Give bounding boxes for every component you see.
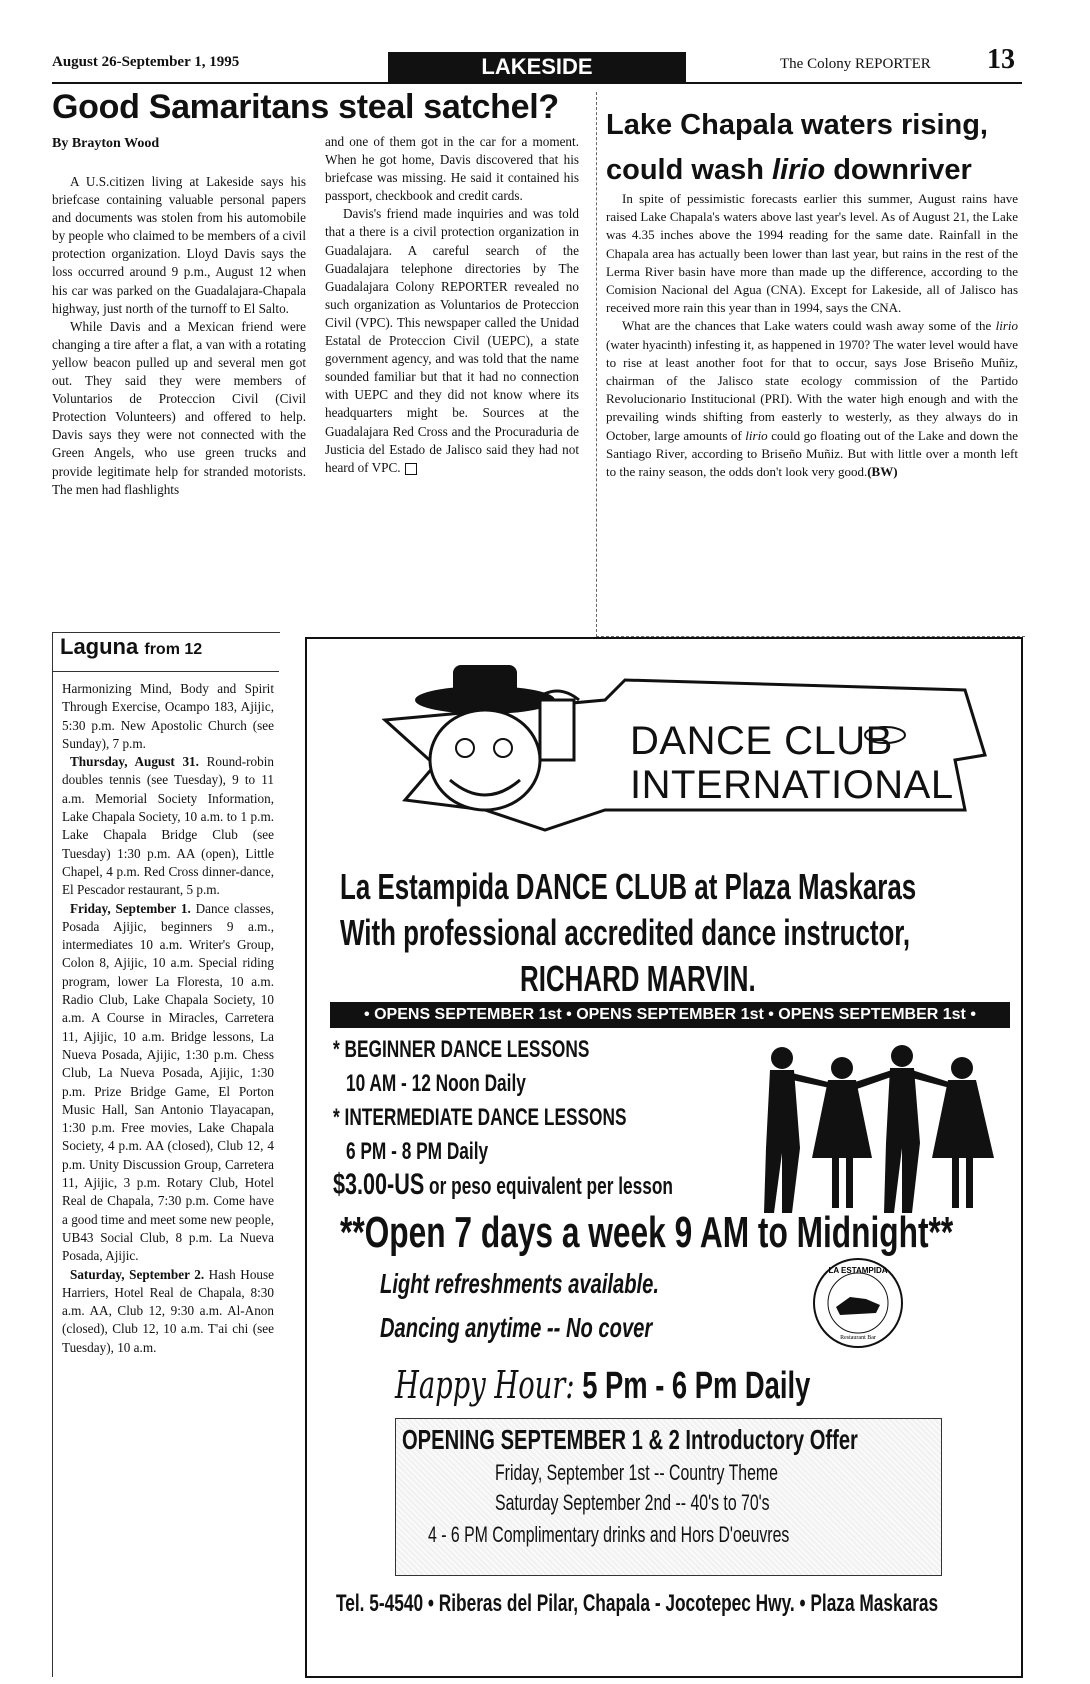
laguna-continued: from 12 xyxy=(144,641,203,658)
logo-top-text: LA ESTAMPIDA xyxy=(828,1266,888,1275)
ad-headline-2: With professional accredited dance instructor, xyxy=(340,912,911,953)
article-column-1 xyxy=(52,173,306,499)
friday-theme: Friday, September 1st -- Country Theme xyxy=(495,1460,778,1485)
price-text: or peso equivalent per lesson xyxy=(424,1173,673,1200)
paper-name: The Colony REPORTER xyxy=(780,56,931,72)
dancing-no-cover: Dancing anytime -- No cover xyxy=(380,1312,653,1343)
article-headline: Good Samaritans steal satchel? xyxy=(52,88,559,126)
dance-club-logo xyxy=(630,719,954,807)
article-paragraph xyxy=(325,205,579,476)
article-column-2 xyxy=(325,133,579,477)
sidebar-headline xyxy=(606,103,1026,193)
dance-club-line1: DANCE CLUB xyxy=(630,719,893,763)
laguna-title-text: Laguna xyxy=(60,634,139,659)
laguna-paragraph xyxy=(62,1266,274,1357)
opening-offer-title: OPENING SEPTEMBER 1 & 2 Introductory Offer xyxy=(402,1424,858,1455)
page-number: 13 xyxy=(987,44,1015,75)
laguna-paragraph: Harmonizing Mind, Body and Spirit Through Exercise, Ocampo 183, Ajijic, 5:30 p.m. New Apostolic Church (see Sunday), 7 p.m. xyxy=(62,681,274,751)
article-paragraph: and one of them got in the car for a moment. When he got home, Davis discovered that his briefcase was missing. He said it contained his passport, checkbook and credit cards. xyxy=(325,134,579,204)
sidebar-paragraph xyxy=(606,317,1018,481)
contact-line: Tel. 5-4540 • Riberas del Pilar, Chapala - Jocotepec Hwy. • Plaza Maskaras xyxy=(336,1590,939,1617)
laguna-body xyxy=(62,680,274,1357)
laguna-rule xyxy=(52,671,279,672)
sidebar-text: could go floating out of the Lake and down the Santiago River, according to Briseño Muñiz. But with little over a month left to the rainy season, the odds don't look very good. xyxy=(606,427,1018,480)
happy-hour xyxy=(395,1363,810,1408)
sidebar-italic: lirio xyxy=(745,427,768,443)
article-byline: By Brayton Wood xyxy=(52,136,160,151)
intermediate-lessons: * INTERMEDIATE DANCE LESSONS xyxy=(333,1104,627,1131)
beginner-time: 10 AM - 12 Noon Daily xyxy=(346,1070,526,1097)
sidebar-italic: lirio xyxy=(995,318,1018,334)
laguna-paragraph xyxy=(62,900,274,1266)
section-banner: LAKESIDE xyxy=(388,52,686,82)
article-paragraph: A U.S.citizen living at Lakeside says his briefcase containing valuable personal papers and documents was stolen from his automobile by people who claimed to be members of a civil protection organization. Lloyd Davis says the loss occurred around 9 p.m., August 12 when his car was parked on the Guadalajara-Chapala highway, just north of the turnoff to El Salto. xyxy=(52,174,306,316)
opening-banner: • OPENS SEPTEMBER 1st • OPENS SEPTEMBER 1st • OPENS SEPTEMBER 1st • xyxy=(330,1002,1010,1028)
headline-text: could wash xyxy=(606,154,772,186)
la-estampida-logo-icon xyxy=(810,1255,906,1351)
article-paragraph: While Davis and a Mexican friend were changing a tire after a flat, a van with a rotating yellow beacon pulled up and several men got out. They said they were members of Voluntarios de Proteccion Civil (Civil Protection Volunteers) and offered to help. Davis says they were not connected with the Green Angels, who use green trucks and provide legitimate help for stranded motorists. The men had flashlights xyxy=(52,318,306,497)
header-rule xyxy=(52,82,1022,84)
sidebar-body xyxy=(606,190,1018,481)
ad-instructor: RICHARD MARVIN. xyxy=(520,958,756,999)
happy-hour-label: Happy Hour: xyxy=(395,1363,575,1407)
laguna-text: Hash House Harriers, Hotel Real de Chapala, 8:30 a.m. AA, Club 12, 9:30 a.m. Al-Anon (closed), Club 12, 10 a.m. T'ai chi (see Tuesday), 10 a.m. xyxy=(62,1266,274,1355)
happy-hour-time: 5 Pm - 6 Pm Daily xyxy=(574,1365,811,1407)
dancers-silhouette-icon xyxy=(752,1038,1012,1218)
dance-club-line2: INTERNATIONAL xyxy=(630,763,954,807)
issue-date: August 26-September 1, 1995 xyxy=(52,54,240,70)
laguna-day-heading: Friday, September 1. xyxy=(70,900,191,916)
end-mark-icon xyxy=(405,463,417,475)
headline-text: downriver xyxy=(825,154,972,186)
laguna-text: Round-robin doubles tennis (see Tuesday), 9 to 11 a.m. Memorial Society Information, Lake Chapala Society, 10 a.m. to 1 p.m. Lake Chapala Bridge Club (see Tuesday) 1:30 p.m. AA (open), Little Chapel, 4 p.m. Red Cross dinner-dance, El Pescador restaurant, 5 p.m. xyxy=(62,754,274,898)
complimentary-drinks: 4 - 6 PM Complimentary drinks and Hors D'oeuvres xyxy=(428,1522,790,1547)
beginner-lessons: * BEGINNER DANCE LESSONS xyxy=(333,1036,590,1063)
price-amount: $3.00-US xyxy=(333,1168,425,1201)
sidebar-paragraph: In spite of pessimistic forecasts earlier this summer, August rains have raised Lake Chapala's waters above last year's level. As of August 21, the Lake was 4.35 inches above the 1994 reading for the same date. Rainfall in the Chapala area has actually been lower than last year, but rains in the rest of the Lerma River basin have more than made up the difference, according to the Comision Nacional del Agua (CNA). Except for Lakeside, all of Jalisco has received more rain this year than in 1994, says the CNA. xyxy=(606,191,1018,316)
sidebar-text: What are the chances that Lake waters could wash away some of the xyxy=(622,318,996,334)
opening-hours: **Open 7 days a week 9 AM to Midnight** xyxy=(340,1208,954,1257)
sidebar-text: (water hyacinth) infesting it, as happened in 1970? The water level would have to rise at least another foot for that to occur, says Jose Briseño Muñiz, chairman of the Jalisco state ecology commission of the Partido Revolucionario Institucional (PRI). With the water high enough and with the prevailing winds shifting from easterly to westerly, as they always do in October, large amounts of xyxy=(606,336,1018,443)
headline-italic: lirio xyxy=(771,154,826,186)
laguna-text: Dance classes, Posada Ajijic, beginners 9 a.m., intermediates 10 a.m. Writer's Group, Colon 8, Ajijic, 10 a.m. Special riding program, lower La Floresta, 10 a.m. Radio Club, Lake Chapala Society, 10 a.m. A Course in Miracles, Carretera 11, Ajijic, 10 a.m. Bridge lessons, La Nueva Posada, Ajijic, 1:30 p.m. Chess Club, La Nueva Posada, Ajijic, 1:30 p.m. Prize Bridge Game, El Porton Music Hall, San Antonio Tlayacapan, 1:30 p.m. Free movies, Lake Chapala Society, 4 p.m. AA (closed), Club 12, 4 p.m. Unity Discussion Group, Carretera 11, Ajijic, 3 p.m. Rotary Club, Hotel Real de Chapala, 7:30 p.m. Come have a good time and meet some new people, UB43 Social Club, 8 p.m. La Nueva Posada, Ajijic. xyxy=(62,900,275,1264)
laguna-paragraph xyxy=(62,753,274,899)
ad-headline-1: La Estampida DANCE CLUB at Plaza Maskaras xyxy=(340,866,917,907)
sidebar-signature: (BW) xyxy=(867,464,898,480)
saturday-theme: Saturday September 2nd -- 40's to 70's xyxy=(495,1490,770,1515)
laguna-day-heading: Saturday, September 2. xyxy=(70,1266,205,1282)
refreshments: Light refreshments available. xyxy=(380,1268,659,1299)
intermediate-time: 6 PM - 8 PM Daily xyxy=(346,1138,489,1165)
article-paragraph-text: Davis's friend made inquiries and was told that a there is a civil protection organization in Guadalajara. A careful search of the Guadalajara telephone directories by The Guadalajara Colony REPORTER revealed no such organization as Voluntarios de Proteccion Civil (VPC). This newspaper called the Unidad Estatal de Proteccion Civil (UEPC), a state government agency, and was told that the name sounded familiar but that it had no connection with UEPC and they did not know where its headquarters might be. Sources at the Guadalajara Red Cross and the Procuraduria de Justicia del Estado de Jalisco said they had not heard of VPC. xyxy=(325,206,579,475)
sidebar-headline-line1: Lake Chapala waters rising, xyxy=(606,109,988,141)
laguna-title xyxy=(60,634,202,660)
sidebar-headline-line2 xyxy=(606,148,1026,193)
logo-bottom-text: Restaurant Bar xyxy=(840,1335,876,1341)
lesson-price xyxy=(333,1168,673,1202)
laguna-day-heading: Thursday, August 31. xyxy=(70,754,199,770)
